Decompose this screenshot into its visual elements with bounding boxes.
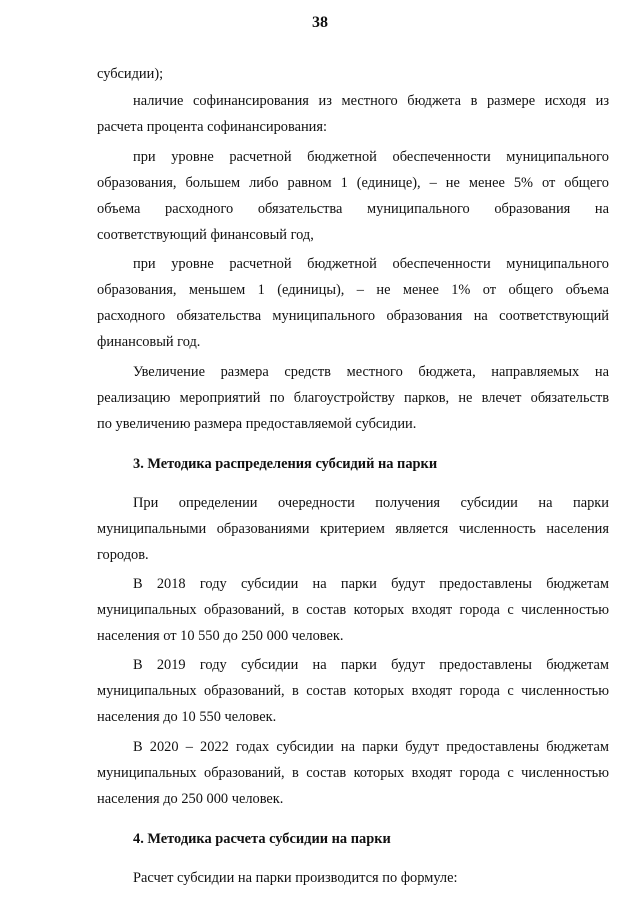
text-line: При определении очередности получения субсидии на парки: [133, 495, 609, 511]
section-heading: 4. Методика расчета субсидии на парки: [133, 831, 391, 847]
text-line: наличие софинансирования из местного бюджета в размере исходя из: [133, 93, 609, 109]
text-line: расходного обязательства муниципального образования на соответствующий: [97, 308, 609, 324]
page-number: 38: [312, 14, 328, 31]
text-line: образования, меньшем 1 (единицы), – не менее 1% от общего объема: [97, 282, 609, 298]
text-line: муниципальных образований, в состав которых входят города с численностью: [97, 765, 609, 781]
text-line: расчета процента софинансирования:: [97, 119, 327, 135]
text-line: по увеличению размера предоставляемой субсидии.: [97, 416, 417, 432]
text-line: образования, большем либо равном 1 (единице), – не менее 5% от общего: [97, 175, 609, 191]
section-heading: 3. Методика распределения субсидий на парки: [133, 456, 438, 472]
text-line: при уровне расчетной бюджетной обеспеченности муниципального: [133, 149, 609, 165]
text-line: муниципальных образований, в состав которых входят города с численностью: [97, 602, 609, 618]
text-line: финансовый год.: [97, 334, 201, 350]
text-line: В 2020 – 2022 годах субсидии на парки будут предоставлены бюджетам: [133, 739, 609, 755]
text-line: объема расходного обязательства муниципального образования на: [97, 201, 609, 217]
text-line: соответствующий финансовый год,: [97, 227, 314, 243]
text-line: при уровне расчетной бюджетной обеспеченности муниципального: [133, 256, 609, 272]
text-line: населения до 250 000 человек.: [97, 791, 284, 807]
text-line: В 2019 году субсидии на парки будут предоставлены бюджетам: [133, 657, 609, 673]
text-line: субсидии);: [97, 66, 164, 82]
text-line: населения до 10 550 человек.: [97, 709, 277, 725]
text-line: Увеличение размера средств местного бюджета, направляемых на: [133, 364, 609, 380]
text-line: муниципальных образований, в состав которых входят города с численностью: [97, 683, 609, 699]
text-line: населения от 10 550 до 250 000 человек.: [97, 628, 344, 644]
text-line: реализацию мероприятий по благоустройству парков, не влечет обязательств: [97, 390, 609, 406]
text-line: городов.: [97, 547, 149, 563]
text-line: Расчет субсидии на парки производится по формуле:: [133, 870, 458, 886]
text-line: муниципальными образованиями критерием является численность населения: [97, 521, 609, 537]
text-line: В 2018 году субсидии на парки будут предоставлены бюджетам: [133, 576, 609, 592]
